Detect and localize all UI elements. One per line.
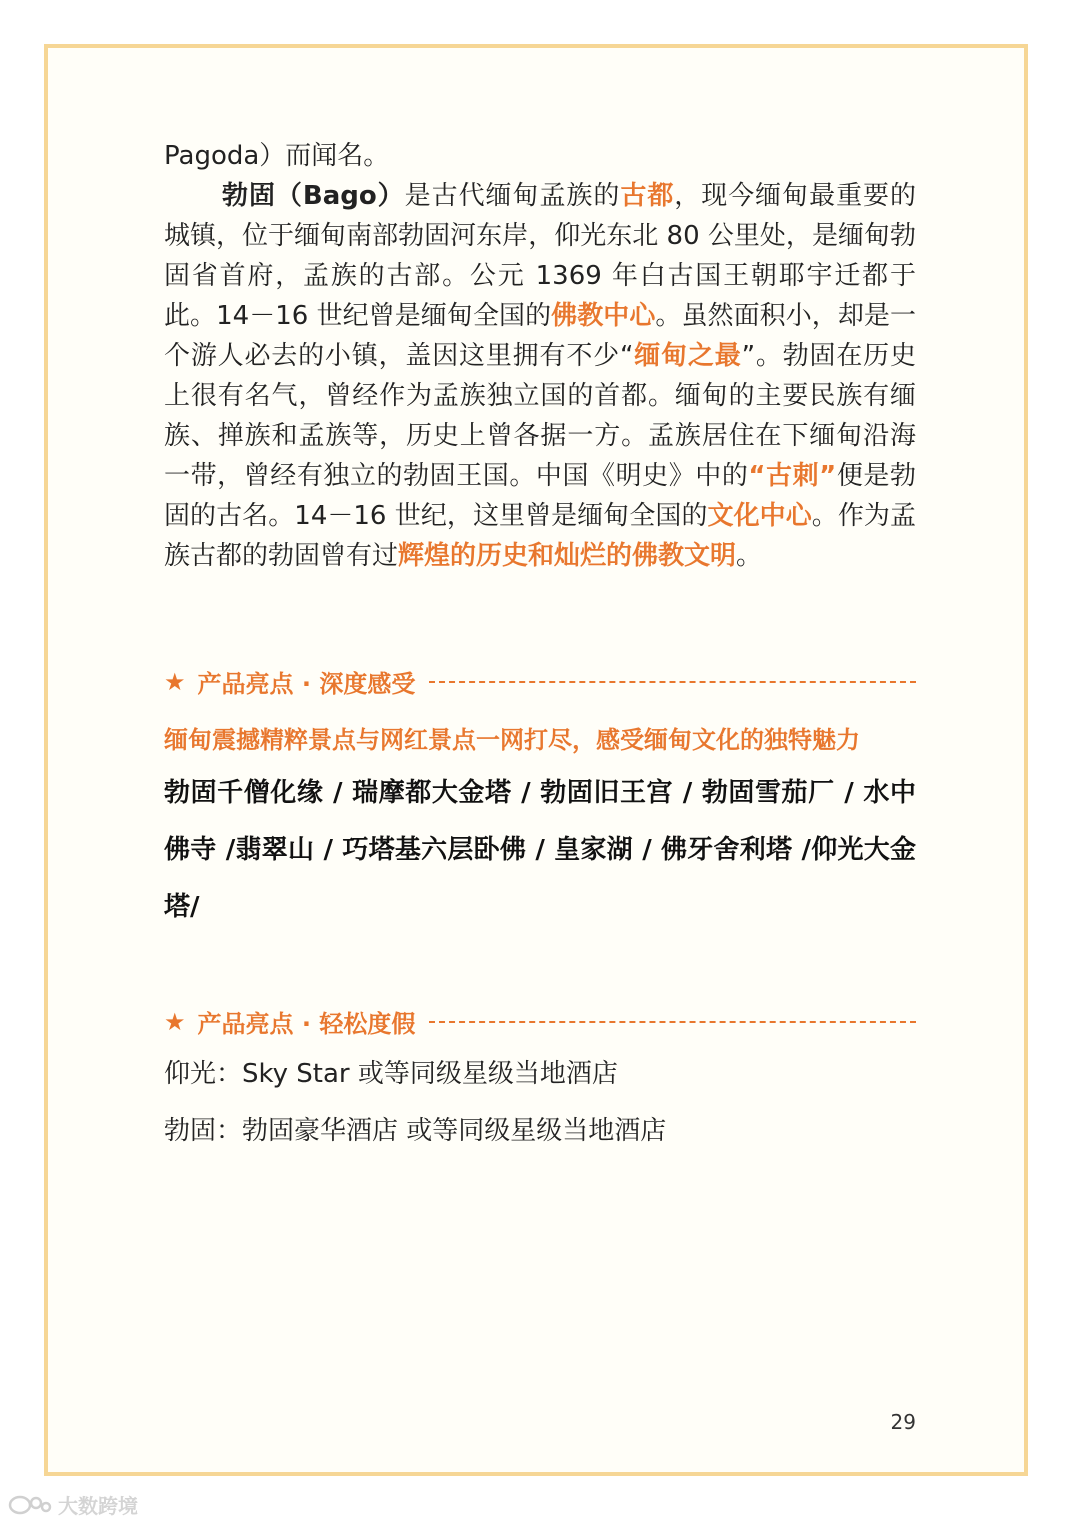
paragraph-text: ”。勃固在历史上很有名气，曾经作为孟族独立国的首都。缅甸的主要民族有缅族、掸族和孟族等，历史上曾各据一方。孟族居住在下缅甸沿海一带，曾经有独立的勃固王国。中国《明史》中的: [164, 341, 916, 491]
paragraph-text: 。: [736, 541, 763, 571]
section-title: 产品亮点 · 轻松度假: [197, 1010, 416, 1038]
bago-name: 勃固（Bago）: [222, 181, 405, 211]
section-heading-easy-vacation: [164, 1004, 916, 1039]
body-line-continuation: Pagoda）而闻名。: [164, 141, 390, 171]
bago-paragraph: [164, 176, 916, 576]
paragraph-text: 。作为孟族古都的勃固曾有过: [164, 501, 916, 571]
hotel-bago: 勃固：勃固豪华酒店 或等同级星级当地酒店: [164, 1116, 667, 1146]
star-icon: ★: [164, 667, 186, 696]
highlight-myanmar-best: 缅甸之最: [633, 341, 742, 371]
watermark: [8, 1490, 138, 1519]
brand-logo-icon: [8, 1493, 52, 1517]
section-title: 产品亮点 · 深度感受: [197, 670, 416, 698]
section-subtitle: 缅甸震撼精粹景点与网红景点一网打尽，感受缅甸文化的独特魅力: [164, 726, 860, 754]
body-text: [164, 136, 916, 576]
dashed-divider: [429, 681, 916, 683]
dashed-divider: [429, 1021, 916, 1023]
highlight-buddhist-center: 佛教中心: [551, 301, 656, 331]
star-icon: ★: [164, 1007, 186, 1036]
hotel-yangon: 仰光：Sky Star 或等同级星级当地酒店: [164, 1059, 618, 1089]
paragraph-text: ，现今缅甸最重要的城镇，位于缅甸南部勃固河东岸，仰光东北 80 公里处，是缅甸勃固省首府，孟族的古部。公元 1369 年白古国王朝耶宇迁都于此。14－16 世纪曾是缅甸全国的: [164, 181, 916, 331]
attractions-list: 勃固千僧化缘 / 瑞摩都大金塔 / 勃固旧王宫 / 勃固雪茄厂 / 水中佛寺 /翡翠山 / 巧塔基六层卧佛 / 皇家湖 / 佛牙舍利塔 /仰光大金塔/: [164, 778, 916, 922]
paragraph-text: 便是勃固的古名。14－16 世纪，这里曾是缅甸全国的: [164, 461, 916, 531]
section-heading-deep-experience: [164, 664, 916, 699]
highlight-ancient-capital: 古都: [620, 181, 675, 211]
paragraph-text: 是古代缅甸孟族的: [404, 181, 621, 211]
watermark-text: 大数跨境: [58, 1494, 138, 1518]
highlight-cultural-center: 文化中心: [707, 501, 812, 531]
page-number: 29: [890, 1410, 916, 1434]
paragraph-text: 。虽然面积小，却是一个游人必去的小镇，盖因这里拥有不少“: [164, 301, 916, 371]
highlight-gula: “古刺”: [748, 461, 837, 491]
highlight-glorious-history: 辉煌的历史和灿烂的佛教文明: [398, 541, 737, 571]
